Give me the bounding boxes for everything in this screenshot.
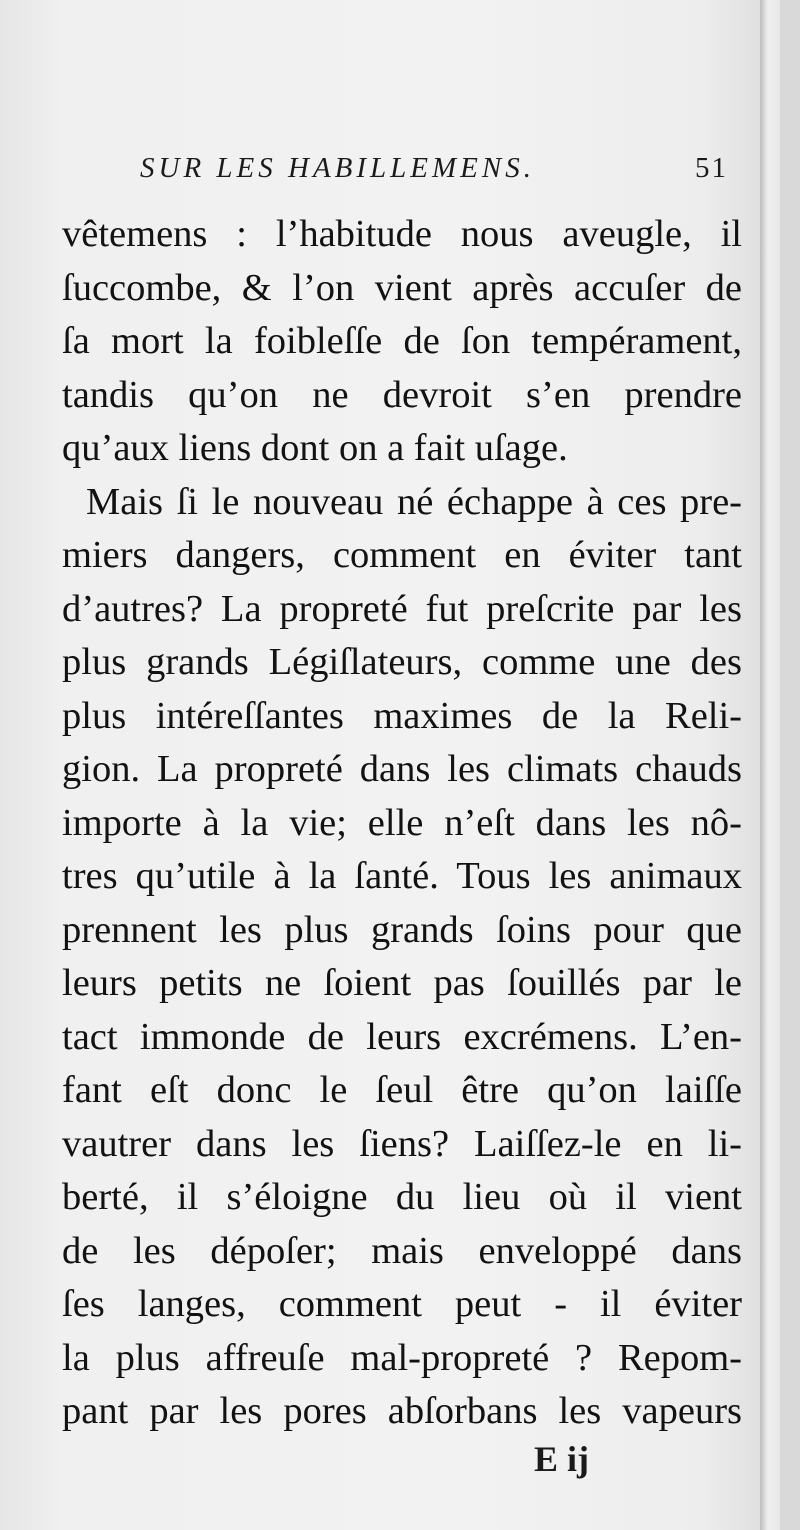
text-line: de les dépoſer; mais enveloppé dans	[62, 1229, 742, 1272]
text-line: berté, il s’éloigne du lieu où il vient	[62, 1176, 742, 1218]
text-line: ſa mort la foibleſſe de ſon tempérament,	[62, 320, 742, 362]
text-line: tact immonde de leurs excrémens. L’en-	[62, 1015, 742, 1058]
text-line: tandis qu’on ne devroit s’en prendre	[62, 373, 742, 416]
text-line: Mais ſi le nouveau né échappe à ces pre-	[86, 480, 742, 523]
text-line: tres qu’utile à la ſanté. Tous les animaux	[62, 855, 742, 897]
text-line: fant eſt donc le ſeul être qu’on laiſſe	[62, 1069, 742, 1111]
text-line: plus grands Légiſlateurs, comme une des	[62, 641, 742, 683]
page-number: 51	[695, 152, 728, 184]
text-line: d’autres? La propreté fut preſcrite par les	[62, 587, 742, 630]
text-line: la plus affreuſe mal-propreté ? Repom-	[62, 1336, 742, 1379]
text-line: prennent les plus grands ſoins pour que	[62, 908, 742, 951]
page-edge-shadow	[760, 0, 780, 1530]
signature-mark: E ij	[534, 1439, 590, 1479]
text-line: gion. La propreté dans les climats chauds	[62, 748, 742, 790]
text-line: pant par les pores abſorbans les vapeurs	[62, 1390, 742, 1432]
text-line: plus intéreſſantes maximes de la Reli-	[62, 694, 742, 737]
text-line: ſes langes, comment peut - il éviter	[62, 1283, 742, 1325]
text-line: qu’aux liens dont on a fait uſage.	[62, 427, 568, 469]
text-line: vautrer dans les ſiens? Laiſſez-le en li-	[62, 1122, 742, 1165]
running-title: SUR LES HABILLEMENS.	[140, 152, 535, 184]
page-header	[140, 152, 740, 200]
text-line: miers dangers, comment en éviter tant	[62, 534, 742, 576]
body-text	[62, 208, 742, 1439]
text-line: importe à la vie; elle n’eſt dans les nô-	[62, 801, 742, 844]
text-line: ſuccombe, & l’on vient après accuſer de	[62, 266, 742, 309]
text-line: vêtemens : l’habitude nous aveugle, il	[62, 213, 742, 255]
text-line: leurs petits ne ſoient pas ſouillés par le	[62, 962, 742, 1004]
